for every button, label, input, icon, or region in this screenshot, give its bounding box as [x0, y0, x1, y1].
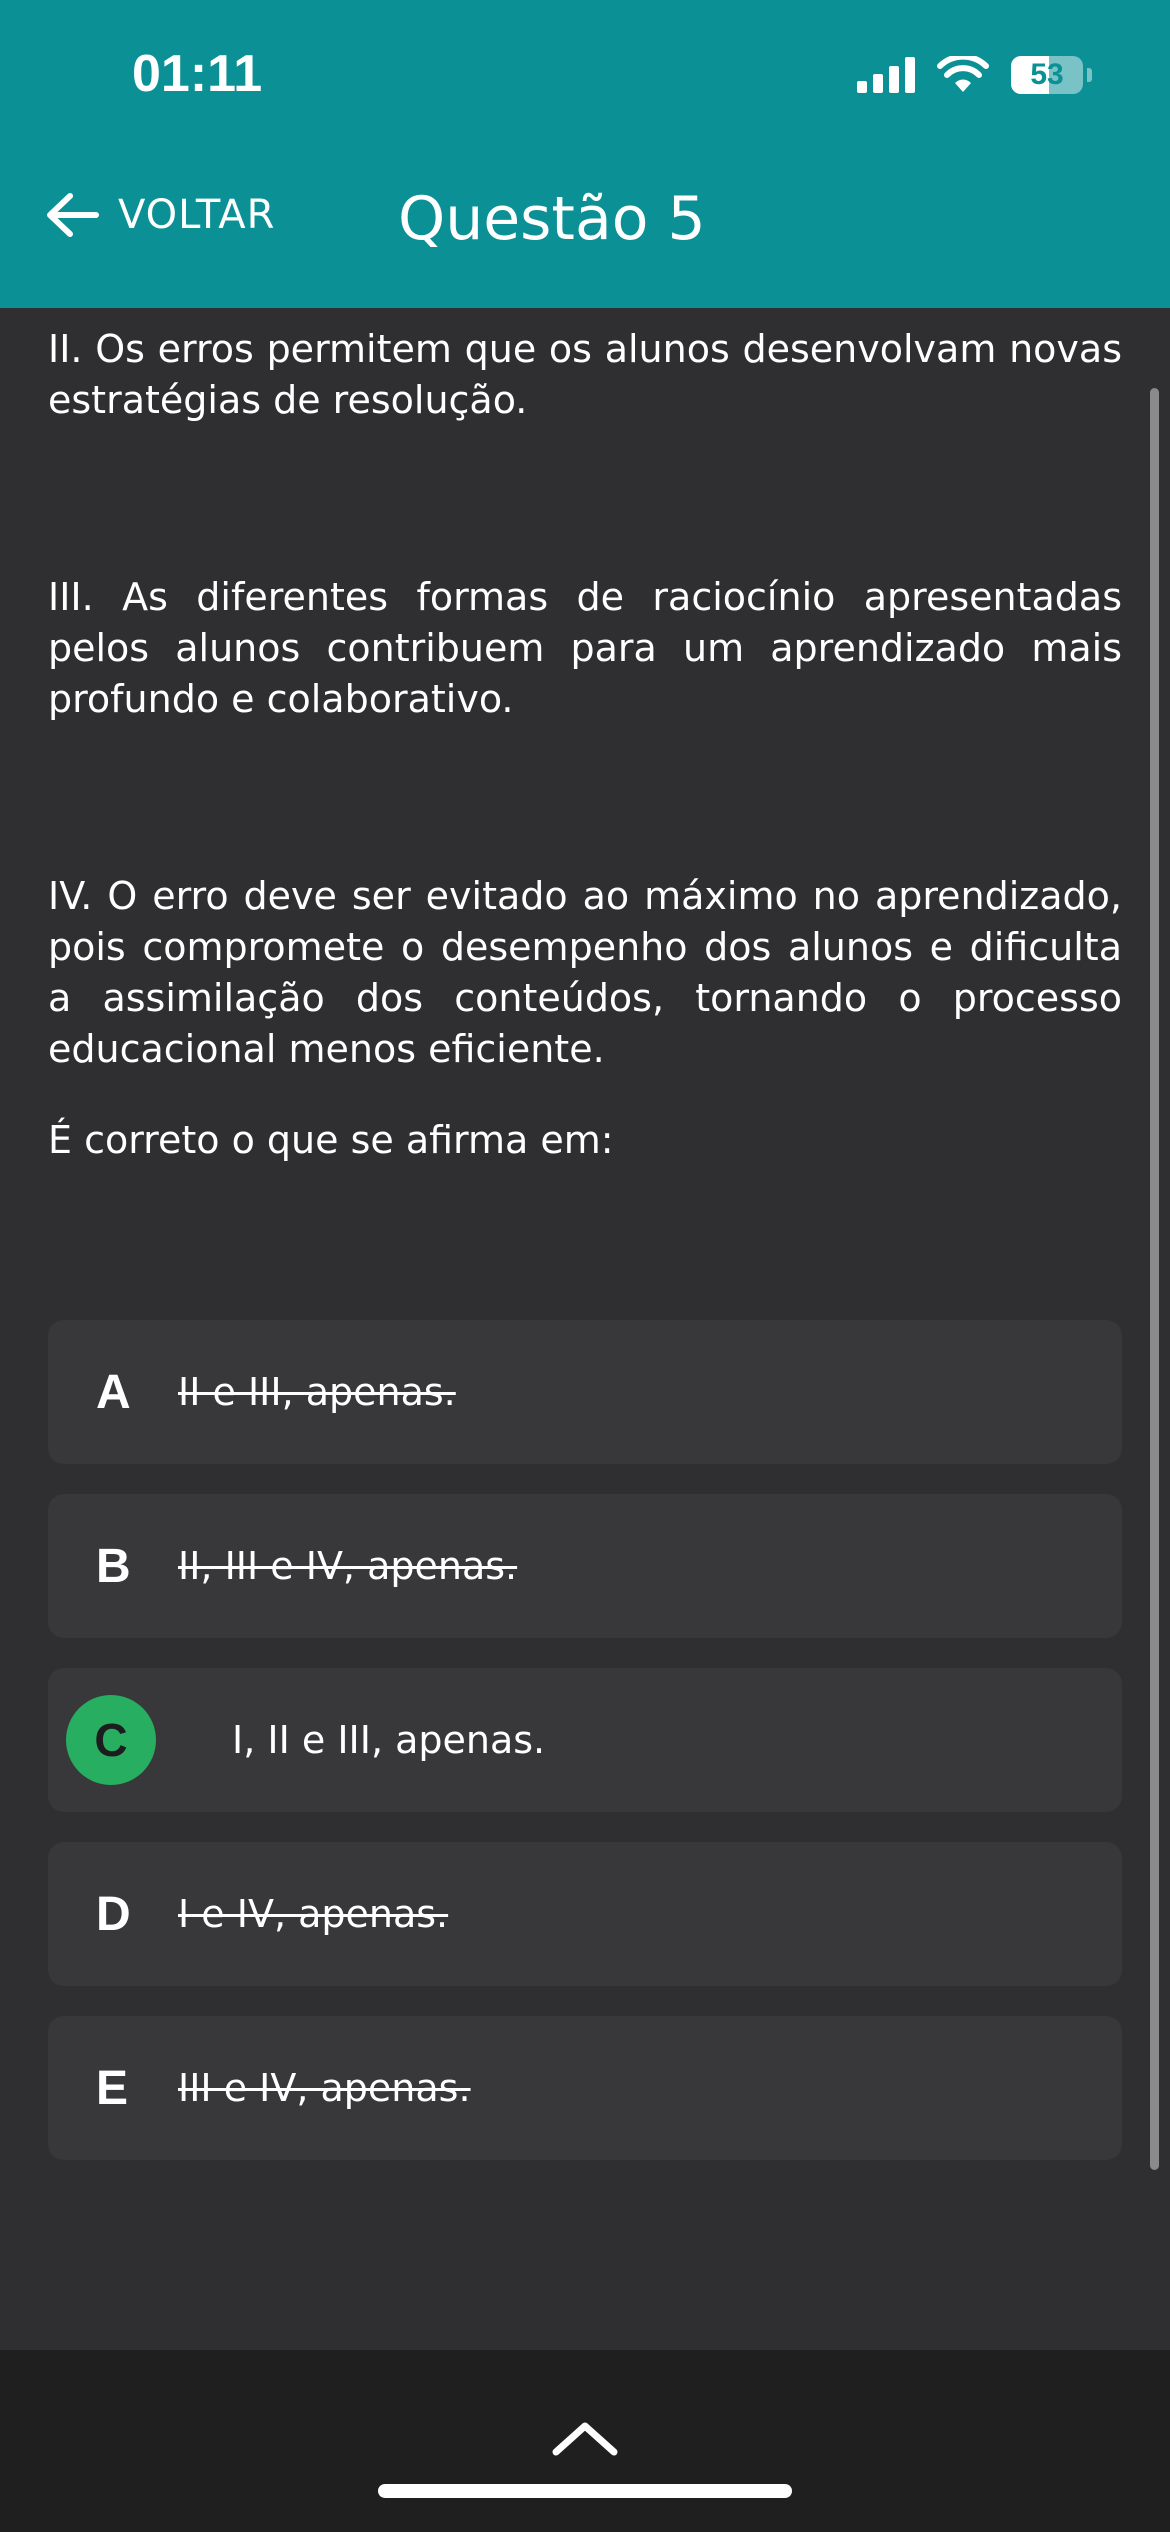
app-header [0, 0, 1170, 308]
page-title: Questão 5 [398, 184, 706, 254]
question-text [48, 324, 1122, 1166]
option-text: II, III e IV, apenas. [178, 1544, 518, 1588]
option-letter: B [96, 1539, 131, 1593]
chevron-up-icon [550, 2418, 620, 2458]
option-letter: D [96, 1887, 131, 1941]
answer-options [48, 1320, 1122, 2190]
option-text: I, II e III, apenas. [232, 1718, 546, 1762]
battery-icon [1011, 56, 1083, 94]
option-text: II e III, apenas. [178, 1370, 456, 1414]
question-prompt: É correto o que se afirma em: [48, 1118, 614, 1162]
scrollbar[interactable] [1150, 388, 1159, 2170]
option-a[interactable] [48, 1320, 1122, 1464]
battery-tip [1087, 68, 1092, 82]
expand-button[interactable] [550, 2418, 620, 2458]
option-e[interactable] [48, 2016, 1122, 2160]
status-icons [857, 56, 1092, 94]
selected-badge [66, 1695, 156, 1785]
option-c[interactable] [48, 1668, 1122, 1812]
option-letter: A [96, 1365, 131, 1419]
statement-iv: IV. O erro deve ser evitado ao máximo no aprendizado, pois compromete o desempenho dos alunos e dificulta a assimilação dos conteúdos, tornando o processo educacional menos eficiente. [48, 874, 1122, 1071]
option-text: I e IV, apenas. [178, 1892, 449, 1936]
back-button[interactable] [44, 190, 275, 240]
wifi-icon [937, 56, 989, 94]
statement-ii: II. Os erros permitem que os alunos desenvolvam novas estratégias de resolução. [48, 327, 1122, 422]
cellular-signal-icon [857, 57, 915, 93]
option-d[interactable] [48, 1842, 1122, 1986]
arrow-left-icon [44, 190, 100, 240]
option-letter: C [94, 1714, 128, 1766]
option-text: III e IV, apenas. [178, 2066, 471, 2110]
option-b[interactable] [48, 1494, 1122, 1638]
home-indicator[interactable] [378, 2484, 792, 2498]
statement-iii: III. As diferentes formas de raciocínio apresentadas pelos alunos contribuem para um aprendizado mais profundo e colaborativo. [48, 575, 1122, 721]
back-label: VOLTAR [118, 192, 276, 238]
battery-percentage: 53 [1030, 58, 1064, 91]
status-time: 01:11 [132, 45, 263, 103]
option-letter: E [96, 2061, 129, 2115]
